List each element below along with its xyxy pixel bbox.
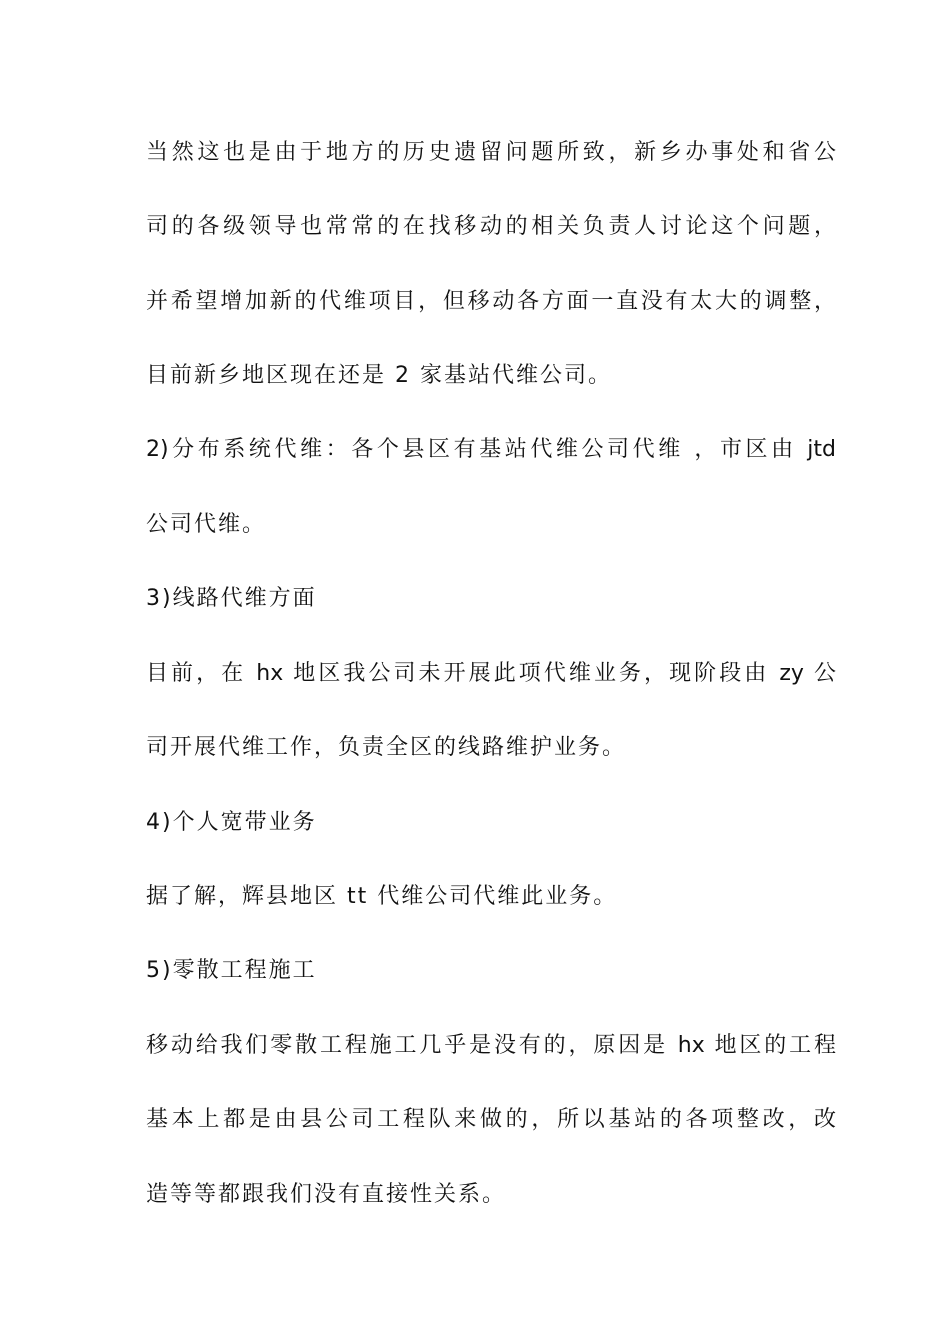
paragraph-line: 司开展代维工作，负责全区的线路维护业务。	[146, 735, 627, 760]
paragraph-line: 据了解，辉县地区 tt 代维公司代维此业务。	[146, 884, 618, 909]
paragraph-line: 并希望增加新的代维项目，但移动各方面一直没有太大的调整，	[146, 289, 836, 314]
list-item-heading: 5)零散工程施工	[146, 958, 317, 983]
paragraph-line: 目前，在 hx 地区我公司未开展此项代维业务，现阶段由 zy 公	[146, 661, 836, 686]
paragraph-line: 司的各级领导也常常的在找移动的相关负责人讨论这个问题，	[146, 214, 836, 239]
list-item-heading: 3)线路代维方面	[146, 586, 317, 611]
paragraph-line: 基本上都是由县公司工程队来做的，所以基站的各项整改，改	[146, 1107, 836, 1132]
paragraph-line: 移动给我们零散工程施工几乎是没有的，原因是 hx 地区的工程	[146, 1033, 836, 1058]
paragraph-line: 造等等都跟我们没有直接性关系。	[146, 1182, 507, 1207]
paragraph-line: 公司代维。	[146, 512, 267, 537]
paragraph-line: 当然这也是由于地方的历史遗留问题所致，新乡办事处和省公	[146, 140, 836, 165]
paragraph-line: 目前新乡地区现在还是 2 家基站代维公司。	[146, 363, 612, 388]
list-item-heading: 4)个人宽带业务	[146, 810, 317, 835]
list-item-heading: 2)分布系统代维：各个县区有基站代维公司代维 ，市区由 jtd	[146, 437, 836, 462]
